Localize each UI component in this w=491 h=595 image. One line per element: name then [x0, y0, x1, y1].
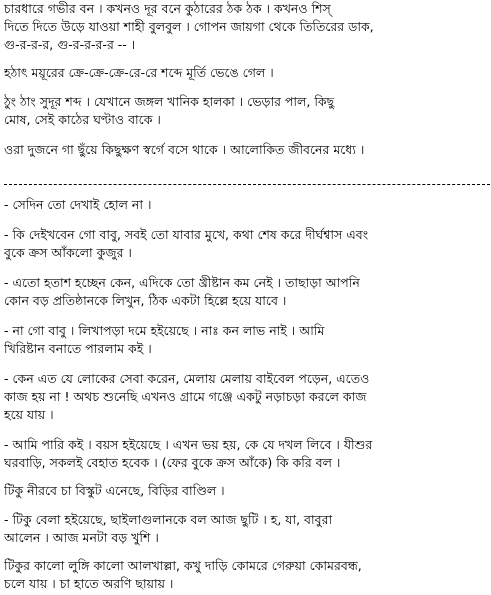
dashed-divider [4, 184, 490, 185]
text-line: - টিকু বেলা হইয়েছে, ছাইলাগুলানকে বল আজ ছুটি । হ, যা, বাবুরা [4, 512, 333, 527]
text-line: - সেদিন তো দেখাই হোল না । [4, 197, 152, 212]
text-line: ঘরবাড়ি, সকলই বেহাত হবেক । (ফের বুকে ক্রস আঁকে) কি করি বল । [4, 455, 341, 470]
text-line: - না গো বাবু । লিখাপড়া দমে হইয়েছে । নাঃ কন লাভ নাই । আমি [4, 323, 325, 338]
text-line: বুকে ক্রস আঁকলো কুজুর । [4, 245, 132, 260]
text-line: গু-র-র-র, গু-র-র-র-র -- । [4, 37, 136, 52]
text-line: টিকুর কালো লুঙ্গি কালো আলখাল্লা, কখু দাড়ি কোমরে গেরুয়া কোমরবন্ধ, [4, 558, 362, 573]
text-line: চলে যায় । চা হাতে অরণি ছায়ায় । [4, 576, 174, 591]
text-line: দিতে দিতে উড়ে যাওয়া শাহী বুলবুল । গোপন জায়গা থেকে তিতিরের ডাক, [4, 19, 374, 34]
text-line: আলেন । আজ মনটা বড় খুশি । [4, 530, 159, 545]
text-line: কাজ হয় না ! অথচ শুনেছি এখনও গ্রামে গঞ্জে একটু নড়াচড়া করলে কাজ [4, 389, 367, 404]
text-line: কোন বড় প্রতিষ্ঠানকে লিখুন, ঠিক একটা হিল্লে হয়ে যাবে । [4, 293, 287, 308]
text-line: চারধারে গভীর বন । কখনও দূর বনে কুঠারের ঠক ঠক । কখনও শিস্ [4, 1, 331, 16]
text-line: মোষ, সেই কাঠের ঘণ্টাও বাকে । [4, 112, 161, 127]
text-line: খিরিষ্টান বনাতে পারলাম কই । [4, 341, 152, 356]
text-line: হয়ে যায় । [4, 407, 54, 422]
text-line: - কেন এত যে লোকের সেবা করেন, মেলায় মেলায় বাইবেল পড়েন, এতেও [4, 371, 370, 386]
text-line: ঠুং ঠাং সুদূর শব্দ । যেখানে জঙ্গল খানিক হালকা । ভেড়ার পাল, কিছু [4, 94, 335, 109]
text-line: - আমি পারি কই । বয়স হইয়েছে । এখন ভয় হয়, কে যে দখল লিবে । যীশুর [4, 437, 373, 452]
text-line: টিকু নীরবে চা বিস্কুট এনেছে, বিড়ির বাণ্ডিল । [4, 483, 225, 498]
text-line: হঠাৎ ময়ূরের ক্রে-ক্রে-ক্রে-রে-রে শব্দে মূর্তি ভেঙে গেল । [4, 65, 274, 80]
text-line: - এতো হতাশ হচ্ছেন কেন, এদিকে তো খ্রীষ্টান কম নেই । তাছাড়া আপনি [4, 275, 360, 290]
text-line: - কি দেইখবেন গো বাবু, সবই তো যাবার মুখে, কথা শেষ করে দীর্ঘশ্বাস এবং [4, 227, 369, 242]
text-line: ওরা দুজনে গা ছুঁয়ে কিছুক্ষণ স্বর্গে বসে থাকে । আলোকিত জীবনের মধ্যে । [4, 142, 365, 157]
